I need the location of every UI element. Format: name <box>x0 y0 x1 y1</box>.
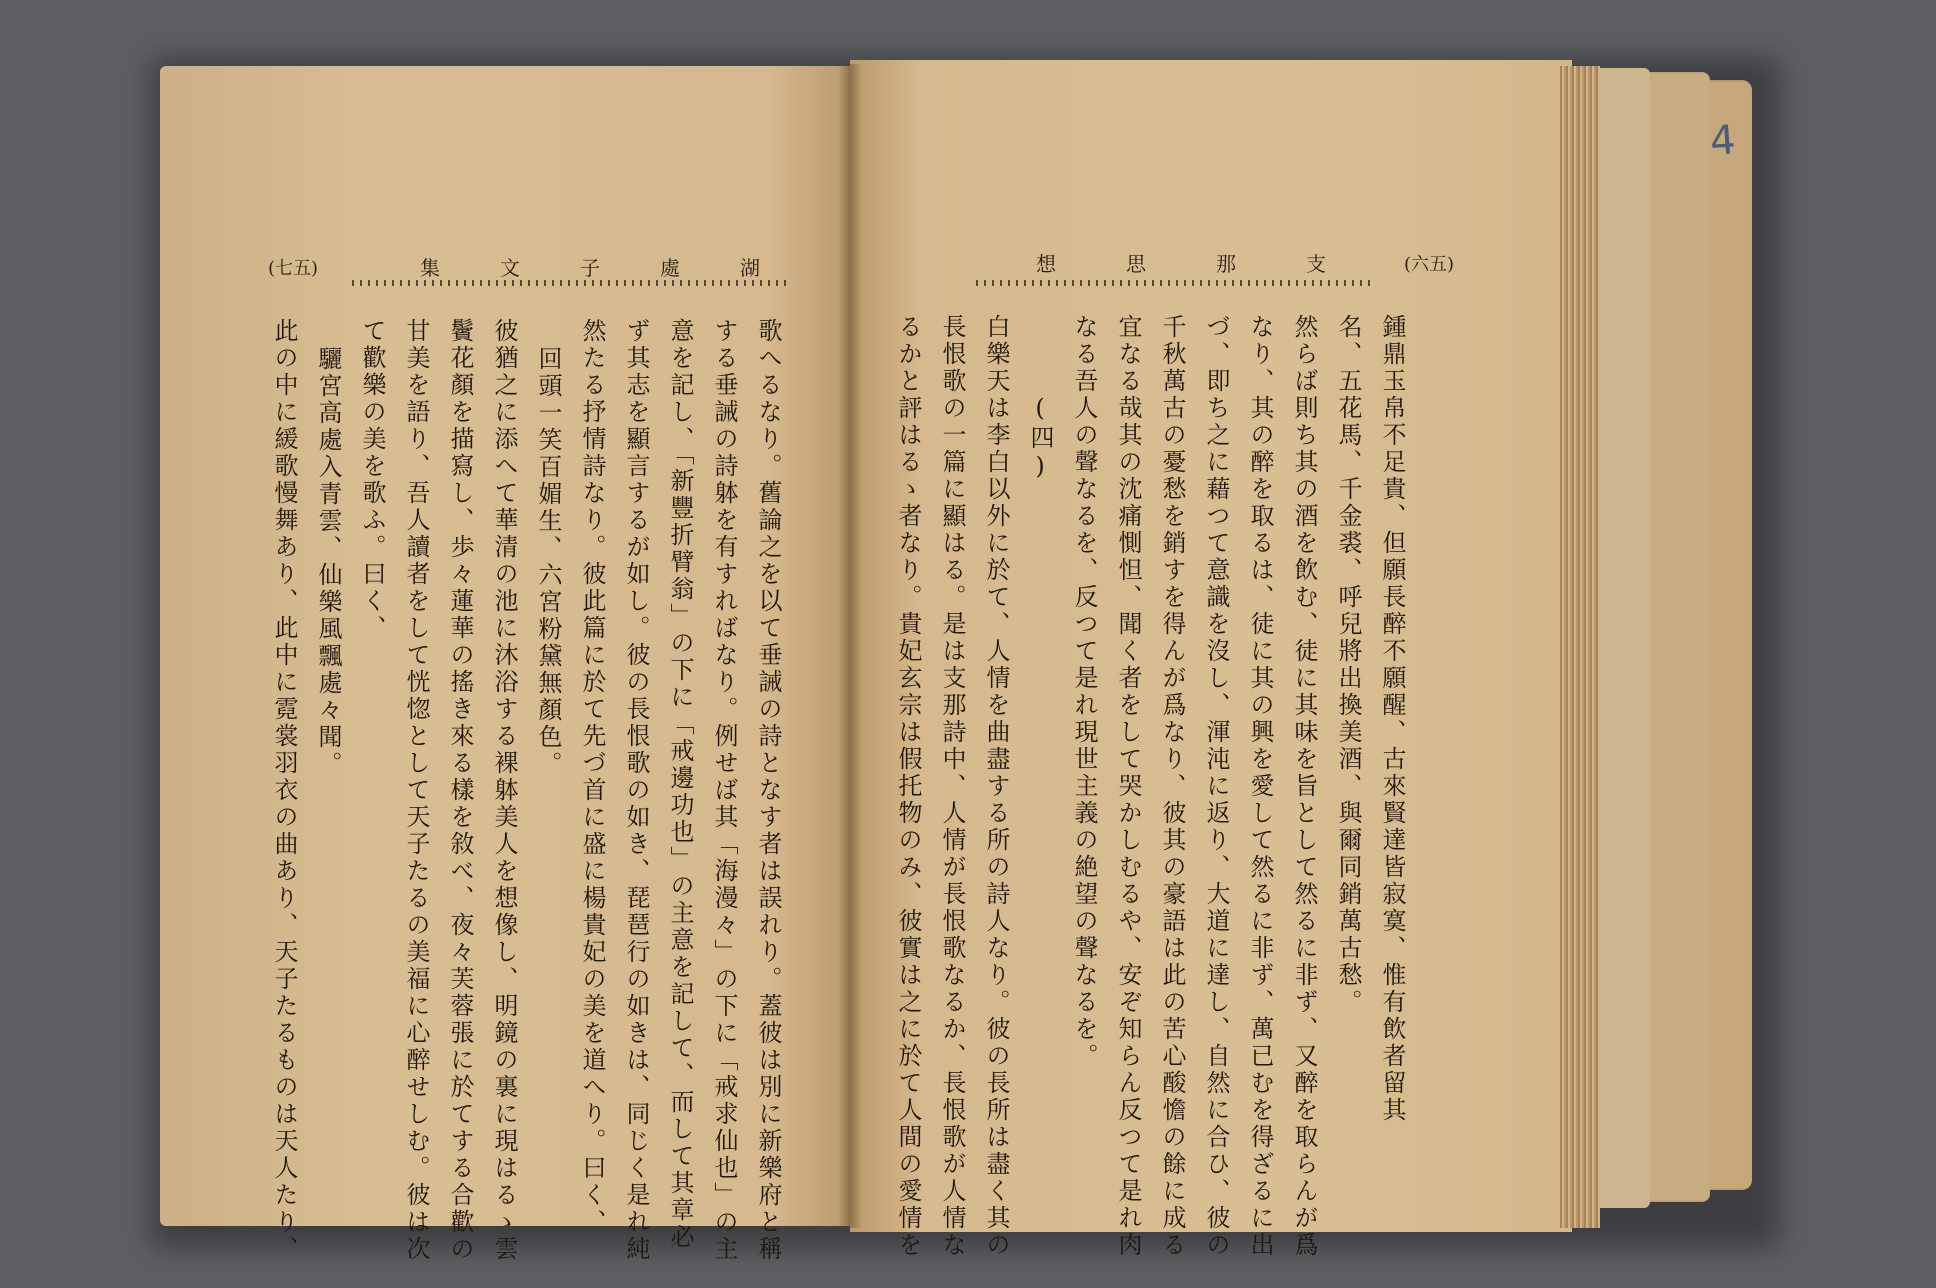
quoted-verse: 驪宮高處入青雲、仙樂風飄處々聞。 <box>314 346 342 778</box>
page-edges <box>1560 66 1600 1228</box>
text-line: 長恨歌の一篇に顯はる。是は支那詩中、人情が長恨歌なるか、長恨歌が人情な <box>938 314 966 1259</box>
text-line: づ、即ち之に藉つて意識を沒し、渾沌に返り、大道に達し、自然に合ひ、彼の <box>1202 314 1230 1259</box>
text-line: 甘美を語り、吾人讀者をして恍惚として天子たるの美福に心醉せしむ。彼は次 <box>402 318 430 1263</box>
text-line: 鍾鼎玉帛不足貴、但願長醉不願醒、古來賢達皆寂寞、惟有飲者留其 <box>1378 314 1406 1124</box>
text-line: なる吾人の聲なるを、反つて是れ現世主義の絶望の聲なるを。 <box>1070 314 1098 1070</box>
left-running-head-char: 處 <box>660 256 680 280</box>
left-running-head-char: 集 <box>420 256 440 280</box>
left-running-head-char: 湖 <box>740 256 760 280</box>
right-running-head-char: 支 <box>1306 252 1326 276</box>
text-line: 然らば則ち其の酒を飲む、徒に其味を旨として然るに非ず、又醉を取らんが爲 <box>1290 314 1318 1259</box>
section-heading: (四) <box>1026 394 1054 483</box>
right-running-head-char: 思 <box>1126 252 1146 276</box>
quoted-verse: 回頭一笑百媚生、六宮粉黛無顏色。 <box>534 346 562 778</box>
text-line: する垂誡の詩躰を有すればなり。例せば其「海漫々」の下に「戒求仙也」の主 <box>710 318 738 1263</box>
right-running-head-char: 想 <box>1036 252 1056 276</box>
text-line: 宜なる哉其の沈痛惻怛、聞く者をして哭かしむるや、安ぞ知らん反つて是れ肉 <box>1114 314 1142 1259</box>
left-header-rule <box>346 280 786 286</box>
left-running-head-char: 文 <box>500 256 520 280</box>
text-line: 千秋萬古の憂愁を銷すを得んが爲なり、彼其の豪語は此の苦心酸憺の餘に成る <box>1158 314 1186 1259</box>
text-line: なり、其の醉を取るは、徒に其の興を愛して然るに非ず、萬已むを得ざるに出 <box>1246 314 1274 1259</box>
text-line: ず其志を顯言するが如し。彼の長恨歌の如き、琵琶行の如きは、同じく是れ純 <box>622 318 650 1263</box>
text-line: 此の中に緩歌慢舞あり、此中に霓裳羽衣の曲あり、天子たるものは天人たり、 <box>270 318 298 1263</box>
text-line: 意を記し、「新豐折臂翁」の下に「戒邊功也」の主意を記して、而して其章必 <box>666 318 694 1251</box>
text-line: 彼猶之に添へて華清の池に沐浴する裸躰美人を想像し、明鏡の裏に現はるゝ雲 <box>490 318 518 1263</box>
text-line: 白樂天は李白以外に於て、人情を曲盡する所の詩人なり。彼の長所は盡く其の <box>982 314 1010 1259</box>
text-line: て歡樂の美を歌ふ。曰く、 <box>358 318 386 642</box>
right-page-body <box>886 314 1414 1259</box>
text-line: 然たる抒情詩なり。彼此篇に於て先づ首に盛に楊貴妃の美を道へり。曰く、 <box>578 318 606 1236</box>
left-running-head-char: 子 <box>580 256 600 280</box>
loose-sheet <box>1640 72 1710 1202</box>
right-header-rule <box>970 280 1370 286</box>
text-line: 鬢花顏を描寫し、歩々蓮華の搖き來る樣を敘べ、夜々芙蓉張に於てする合歡の <box>446 318 474 1263</box>
left-page-number: (七五) <box>268 258 319 279</box>
text-line: 歌へるなり。舊論之を以て垂誡の詩となす者は誤れり。蓋彼は別に新樂府と稱 <box>754 318 782 1263</box>
right-page-number: (六五) <box>1404 254 1455 275</box>
text-line: るかと評はるゝ者なり。貴妃玄宗は假托物のみ、彼實は之に於て人間の愛情を <box>894 314 922 1259</box>
pencil-margin-note: 4 <box>1708 117 1738 165</box>
book-gutter <box>838 64 862 1228</box>
left-page-body <box>262 318 790 1263</box>
right-running-head-char: 那 <box>1216 252 1236 276</box>
text-line: 名、五花馬、千金裘、呼兒將出換美酒、與爾同銷萬古愁。 <box>1334 314 1362 1016</box>
